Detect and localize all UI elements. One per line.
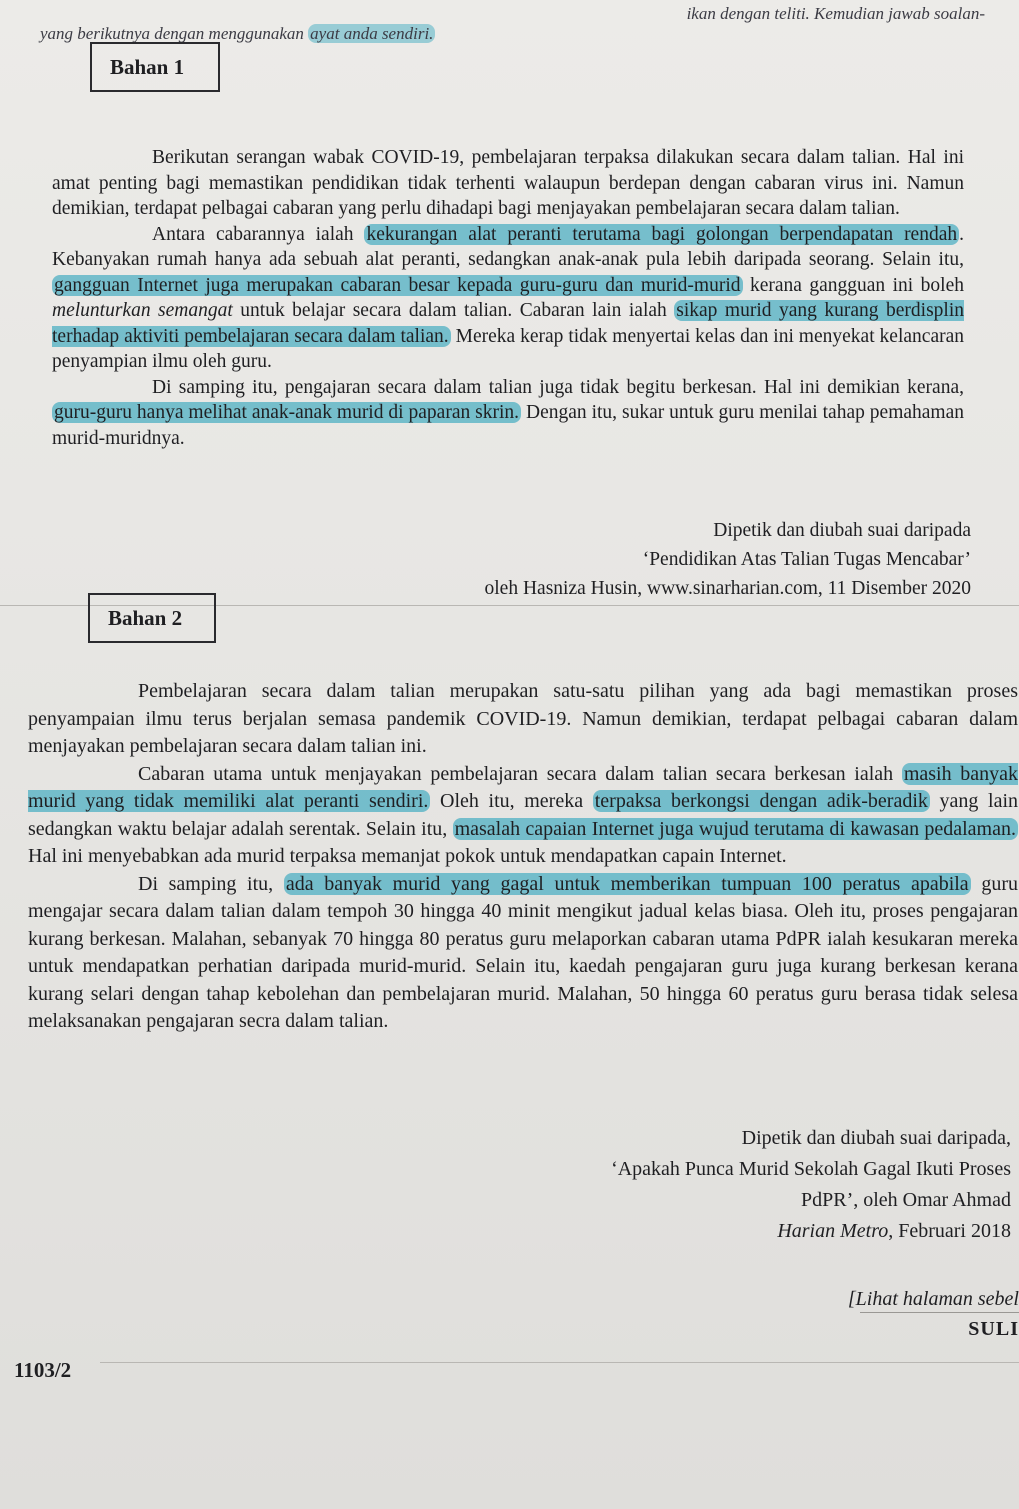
highlight: ada banyak murid yang gagal untuk memberikan tumpuan 100 peratus apabila bbox=[285, 872, 969, 895]
highlight: ayat anda sendiri. bbox=[310, 24, 434, 43]
footer-rule bbox=[100, 1362, 1019, 1363]
instruction-line-2: yang berikutnya dengan menggunakan ayat anda sendiri. bbox=[40, 24, 434, 43]
instruction-line-1: ikan dengan teliti. Kemudian jawab soalan- bbox=[686, 4, 985, 23]
bahan-2-paragraph-3: Di samping itu, ada banyak murid yang gagal untuk memberikan tumpuan 100 peratus apabila guru mengajar secara dalam talian dalam tempoh 30 hingga 40 minit mengikut jadual kelas biasa. Oleh itu, proses pengajaran kurang berkesan. Malahan, sebanyak 70 hingga 80 peratus guru melaporkan cabaran utama PdPR ialah kesukaran mereka untuk mendapatkan perhatian daripada murid-murid. Selain itu, kaedah pengajaran guru juga kurang berkesan kerana kurang selari dengan tahap kebolehan dan pembelajaran murid. Malahan, 50 hingga 60 peratus guru berasa tidak selesa melaksanakan pengajaran secra dalam talian. bbox=[28, 872, 1018, 1032]
bahan-1-passage bbox=[52, 145, 964, 451]
highlight: terpaksa berkongsi dengan adik-beradik bbox=[594, 790, 928, 812]
highlight: kekurangan alat peranti terutama bagi golongan berpendapatan rendah bbox=[366, 223, 958, 245]
turn-page-note: [Lihat halaman sebel bbox=[847, 1288, 1019, 1310]
bahan-1-label: Bahan 1 bbox=[90, 42, 220, 92]
bahan-1-paragraph-3: Di samping itu, pengajaran secara dalam talian juga tidak begitu berkesan. Hal ini demikian kerana, guru-guru hanya melihat anak-anak murid di paparan skrin. Dengan itu, sukar untuk guru menilai tahap pemahaman murid-muridnya. bbox=[52, 376, 965, 449]
italic-phrase: melunturkan semangat bbox=[52, 300, 233, 321]
highlight: masih banyak murid yang tidak memiliki alat peranti sendiri. bbox=[28, 762, 1019, 812]
highlight: sikap murid yang kurang berdisplin terhadap aktiviti pembelajaran secara dalam talian. bbox=[52, 300, 964, 347]
bahan-1-paragraph-2: Antara cabarannya ialah kekurangan alat peranti terutama bagi golongan berpendapatan rendah . Kebanyakan rumah hanya ada sebuah alat peranti, sedangkan anak-anak pula lebih daripada seorang. Selain itu, gangguan Internet juga merupakan cabaran besar kepada guru-guru dan murid-murid kerana gangguan ini boleh melunturkan semangat untuk belajar secara dalam talian. Cabaran lain ialah sikap murid yang kurang berdisplin terhadap aktiviti pembelajaran secara dalam talian. Mereka kerap tidak menyertai kelas dan ini menyekat kelancaran penyampian ilmu oleh guru. bbox=[52, 223, 964, 372]
bahan-2-passage bbox=[28, 678, 1018, 1036]
bahan-1-paragraph-1: Berikutan serangan wabak COVID-19, pembelajaran terpaksa dilakukan secara dalam talian. Hal ini amat penting bagi memastikan pendidikan tidak terhenti walaupun berdepan dengan cabaran virus ini. Namun demikian, terdapat pelbagai cabaran yang perlu dihadapi bagi menjayakan pembelajaran secara dalam talian. bbox=[52, 147, 964, 219]
bahan-2-paragraph-2: Cabaran utama untuk menjayakan pembelajaran secara dalam talian secara berkesan ialah masih banyak murid yang tidak memiliki alat peranti sendiri. Oleh itu, mereka terpaksa berkongsi dengan adik-beradik yang lain sedangkan waktu belajar adalah serentak. Selain itu, masalah capaian Internet juga wujud terutama di kawasan pedalaman. Hal ini menyebabkan ada murid terpaksa memanjat pokok untuk mendapatkan capain Internet. bbox=[28, 762, 1019, 867]
highlight: gangguan Internet juga merupakan cabaran besar kepada guru-guru dan murid-murid bbox=[54, 274, 741, 296]
paper-code: 1103/2 bbox=[14, 1358, 72, 1382]
highlight: guru-guru hanya melihat anak-anak murid di paparan skrin. bbox=[54, 402, 520, 423]
bahan-1-source: Dipetik dan diubah suai daripada ‘Pendidikan Atas Talian Tugas Mencabar’ oleh Hasniza Husin, www.sinarharian.com, 11 Disember 2020 bbox=[484, 520, 971, 599]
bahan-2-source: Dipetik dan diubah suai daripada, ‘Apakah Punca Murid Sekolah Gagal Ikuti Proses PdPR’, oleh Omar Ahmad Harian Metro, Februari 2018 bbox=[611, 1127, 1011, 1242]
bahan-2-paragraph-1: Pembelajaran secara dalam talian merupakan satu-satu pilihan yang ada bagi memastikan proses penyampaian ilmu terus berjalan semasa pandemik COVID-19. Namun demikian, terdapat pelbagai cabaran dalam menjayakan pembelajaran secara dalam talian ini. bbox=[28, 680, 1018, 757]
bahan-2-label: Bahan 2 bbox=[88, 593, 216, 643]
classification-label: SULI bbox=[968, 1318, 1019, 1340]
instruction-text bbox=[40, 4, 1005, 44]
highlight: masalah capaian Internet juga wujud terutama di kawasan pedalaman. bbox=[454, 817, 1016, 840]
footer-divider bbox=[860, 1312, 1019, 1313]
